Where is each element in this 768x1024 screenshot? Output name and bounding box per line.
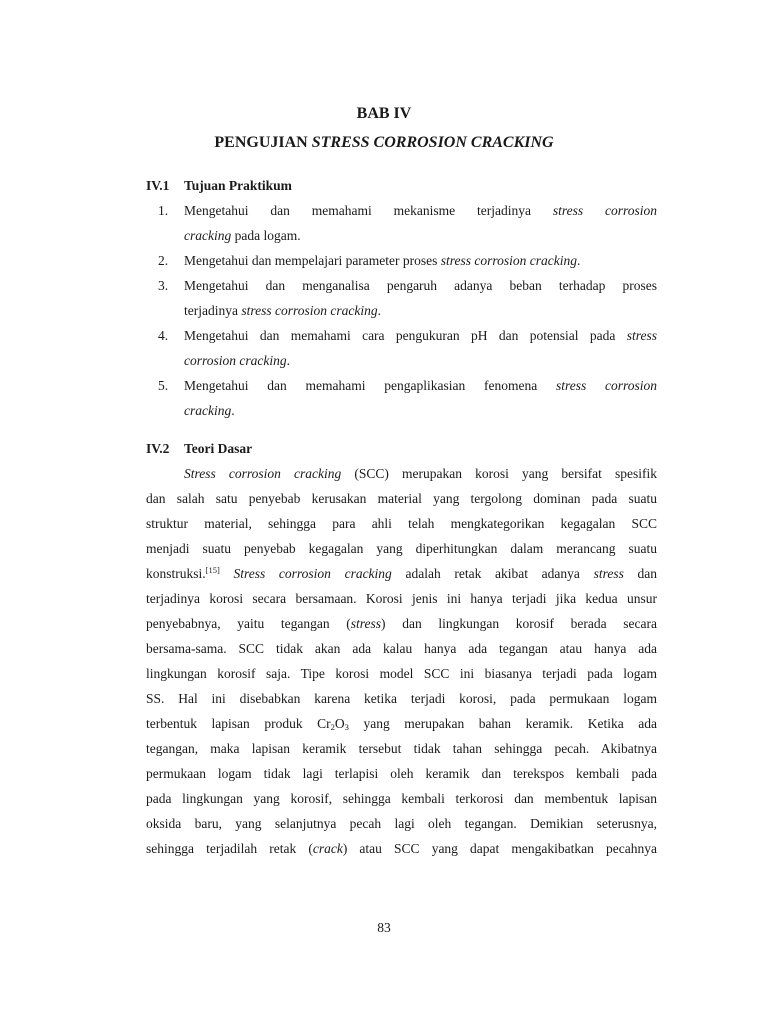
citation-ref: [15] bbox=[205, 565, 220, 575]
paragraph-line-4: menjadi suatu penyebab kegagalan yang diperhitungkan dalam merancang suatu bbox=[146, 541, 657, 556]
section-title-1: Tujuan Praktikum bbox=[184, 178, 292, 193]
chapter-title bbox=[0, 133, 768, 153]
paragraph-line-2: dan salah satu penyebab kerusakan material yang tergolong dominan pada suatu bbox=[146, 491, 657, 506]
list-item-3-line-2: terjadinya stress corrosion cracking. bbox=[184, 303, 381, 318]
list-item-5-line-2: cracking. bbox=[184, 403, 235, 418]
paragraph-line-15: oksida baru, yang selanjutnya pecah lagi oleh tegangan. Demikian seterusnya, bbox=[146, 816, 657, 831]
list-number-3: 3. bbox=[158, 278, 169, 293]
paragraph-line-6: terjadinya korosi secara bersamaan. Korosi jenis ini hanya terjadi jika kedua unsur bbox=[146, 591, 657, 606]
section-title-2: Teori Dasar bbox=[184, 441, 253, 456]
paragraph-line-13: permukaan logam tidak lagi terlapisi oleh keramik dan terekspos kembali pada bbox=[146, 766, 657, 781]
section-number-1: IV.1 bbox=[146, 178, 170, 193]
page-number: 83 bbox=[377, 920, 391, 935]
section-heading-2 bbox=[146, 440, 252, 458]
list-number-2: 2. bbox=[158, 253, 169, 268]
paragraph-line-16: sehingga terjadilah retak (crack) atau SCC yang dapat mengakibatkan pecahnya bbox=[146, 841, 657, 856]
paragraph-line-12: tegangan, maka lapisan keramik tersebut tidak tahan sehingga pecah. Akibatnya bbox=[146, 741, 657, 756]
list-item-2-line-1: Mengetahui dan mempelajari parameter proses stress corrosion cracking. bbox=[184, 253, 581, 268]
list-number-5: 5. bbox=[158, 378, 169, 393]
paragraph-line-7: penyebabnya, yaitu tegangan (stress) dan lingkungan korosif berada secara bbox=[146, 616, 657, 631]
paragraph-line-8: bersama-sama. SCC tidak akan ada kalau hanya ada tegangan atau hanya ada bbox=[146, 641, 657, 656]
title-normal: PENGUJIAN bbox=[214, 134, 308, 151]
paragraph-line-14: pada lingkungan yang korosif, sehingga kembali terkorosi dan membentuk lapisan bbox=[146, 791, 657, 806]
list-number-4: 4. bbox=[158, 328, 169, 343]
paragraph-line-11: terbentuk lapisan produk $Cr_2O_3$ yang merupakan bahan keramik. Ketika ada bbox=[146, 716, 658, 732]
title-italic: STRESS CORROSION CRACKING bbox=[311, 134, 554, 151]
paragraph-line-10: SS. Hal ini disebabkan karena ketika terjadi korosi, pada permukaan logam bbox=[146, 691, 657, 706]
list-number-1: 1. bbox=[158, 203, 169, 218]
section-number-2: IV.2 bbox=[146, 441, 170, 456]
list-item-3-line-1: Mengetahui dan menganalisa pengaruh adanya beban terhadap proses bbox=[184, 278, 657, 293]
section-heading-1 bbox=[146, 177, 292, 195]
list-item-4-line-1: Mengetahui dan memahami cara pengukuran pH dan potensial pada stress bbox=[184, 328, 657, 343]
paragraph-line-3: struktur material, sehingga para ahli telah mengkategorikan kegagalan SCC bbox=[146, 516, 657, 531]
list-item-4-line-2: corrosion cracking. bbox=[184, 353, 290, 368]
list-item-5-line-1: Mengetahui dan memahami pengaplikasian fenomena stress corrosion bbox=[184, 378, 657, 393]
paragraph-line-9: lingkungan korosif saja. Tipe korosi model SCC ini biasanya terjadi pada logam bbox=[146, 666, 657, 681]
list-item-1-line-1: Mengetahui dan memahami mekanisme terjadinya stress corrosion bbox=[184, 203, 657, 218]
chapter-heading: BAB IV bbox=[356, 105, 412, 122]
paragraph-line-1: Stress corrosion cracking (SCC) merupakan korosi yang bersifat spesifik bbox=[184, 466, 657, 481]
paragraph-line-5: konstruksi.[15] Stress corrosion cracking adalah retak akibat adanya stress dan bbox=[146, 565, 658, 581]
list-item-1-line-2: cracking pada logam. bbox=[184, 228, 301, 243]
